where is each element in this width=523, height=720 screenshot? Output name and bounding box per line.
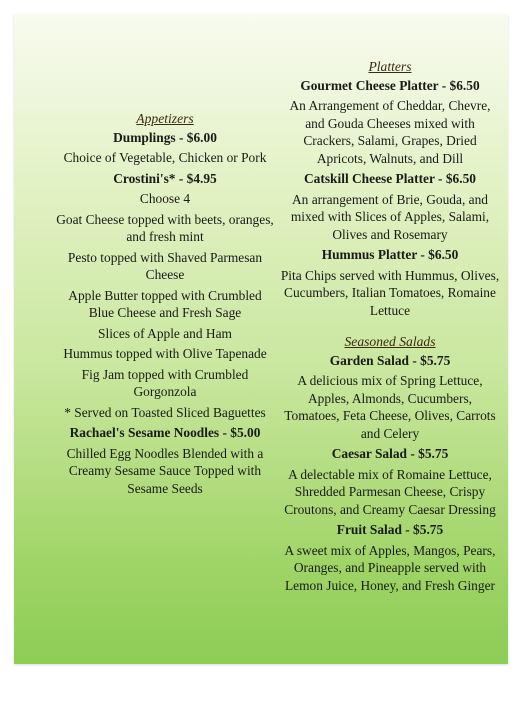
noodles-title: Rachael's Sesame Noodles - $5.00 — [69, 425, 261, 440]
crostini-option: Pesto topped with Shaved Parmesan Cheese — [67, 249, 263, 282]
fruit-salad-description: A sweet mix of Apples, Mangos, Pears, Oranges, and Pineapple served with Lemon Juice, Honey, and Fresh Ginger — [284, 542, 496, 593]
crostini-option: Goat Cheese topped with beets, oranges, and fresh mint — [56, 211, 274, 244]
gourmet-cheese-description: An Arrangement of Cheddar, Chevre, and Gouda Cheeses mixed with Crackers, Salami, Grapes, Dried Apricots, Walnuts, and Dill — [289, 98, 491, 166]
catskill-cheese-description: An arrangement of Brie, Gouda, and mixed with Slices of Apples, Salami, Olives and Rosemary — [290, 191, 490, 242]
garden-salad-title: Garden Salad - $5.75 — [329, 352, 451, 368]
dumplings-title: Dumplings - $6.00 — [113, 129, 217, 145]
caesar-salad-title: Caesar Salad - $5.75 — [331, 446, 449, 461]
appetizers-column — [54, 110, 276, 497]
salads-heading: Seasoned Salads — [344, 334, 436, 349]
hummus-platter-title: Hummus Platter - $6.50 — [321, 247, 459, 262]
dumplings-description: Choice of Vegetable, Chicken or Pork — [63, 150, 267, 165]
crostini-option: Hummus topped with Olive Tapenade — [63, 346, 267, 361]
crostini-option: Fig Jam topped with Crumbled Gorgonzola — [81, 366, 249, 399]
platters-heading: Platters — [368, 59, 412, 74]
gourmet-cheese-title: Gourmet Cheese Platter - $6.50 — [300, 77, 480, 93]
fruit-salad-title: Fruit Salad - $5.75 — [336, 522, 444, 537]
garden-salad-description: A delicious mix of Spring Lettuce, Apples, Almonds, Cucumbers, Tomatoes, Feta Cheese, Olives, Carrots and Celery — [284, 373, 496, 441]
crostini-title: Crostini's* - $4.95 — [113, 170, 217, 186]
appetizers-heading: Appetizers — [136, 111, 194, 126]
crostini-option: Slices of Apple and Ham — [98, 325, 232, 341]
hummus-platter-description: Pita Chips served with Hummus, Olives, Cucumbers, Italian Tomatoes, Romaine Lettuce — [280, 267, 500, 318]
crostini-choose: Choose 4 — [139, 191, 191, 206]
platters-salads-column — [280, 58, 500, 594]
crostini-note: * Served on Toasted Sliced Baguettes — [64, 404, 266, 420]
caesar-salad-description: A delectable mix of Romaine Lettuce, Shredded Parmesan Cheese, Crispy Croutons, and Creamy Caesar Dressing — [284, 466, 496, 517]
catskill-cheese-title: Catskill Cheese Platter - $6.50 — [304, 171, 476, 186]
menu-panel — [14, 14, 508, 664]
noodles-description: Chilled Egg Noodles Blended with a Creamy Sesame Sauce Topped with Sesame Seeds — [66, 445, 264, 496]
crostini-option: Apple Butter topped with Crumbled Blue Cheese and Fresh Sage — [68, 287, 262, 320]
